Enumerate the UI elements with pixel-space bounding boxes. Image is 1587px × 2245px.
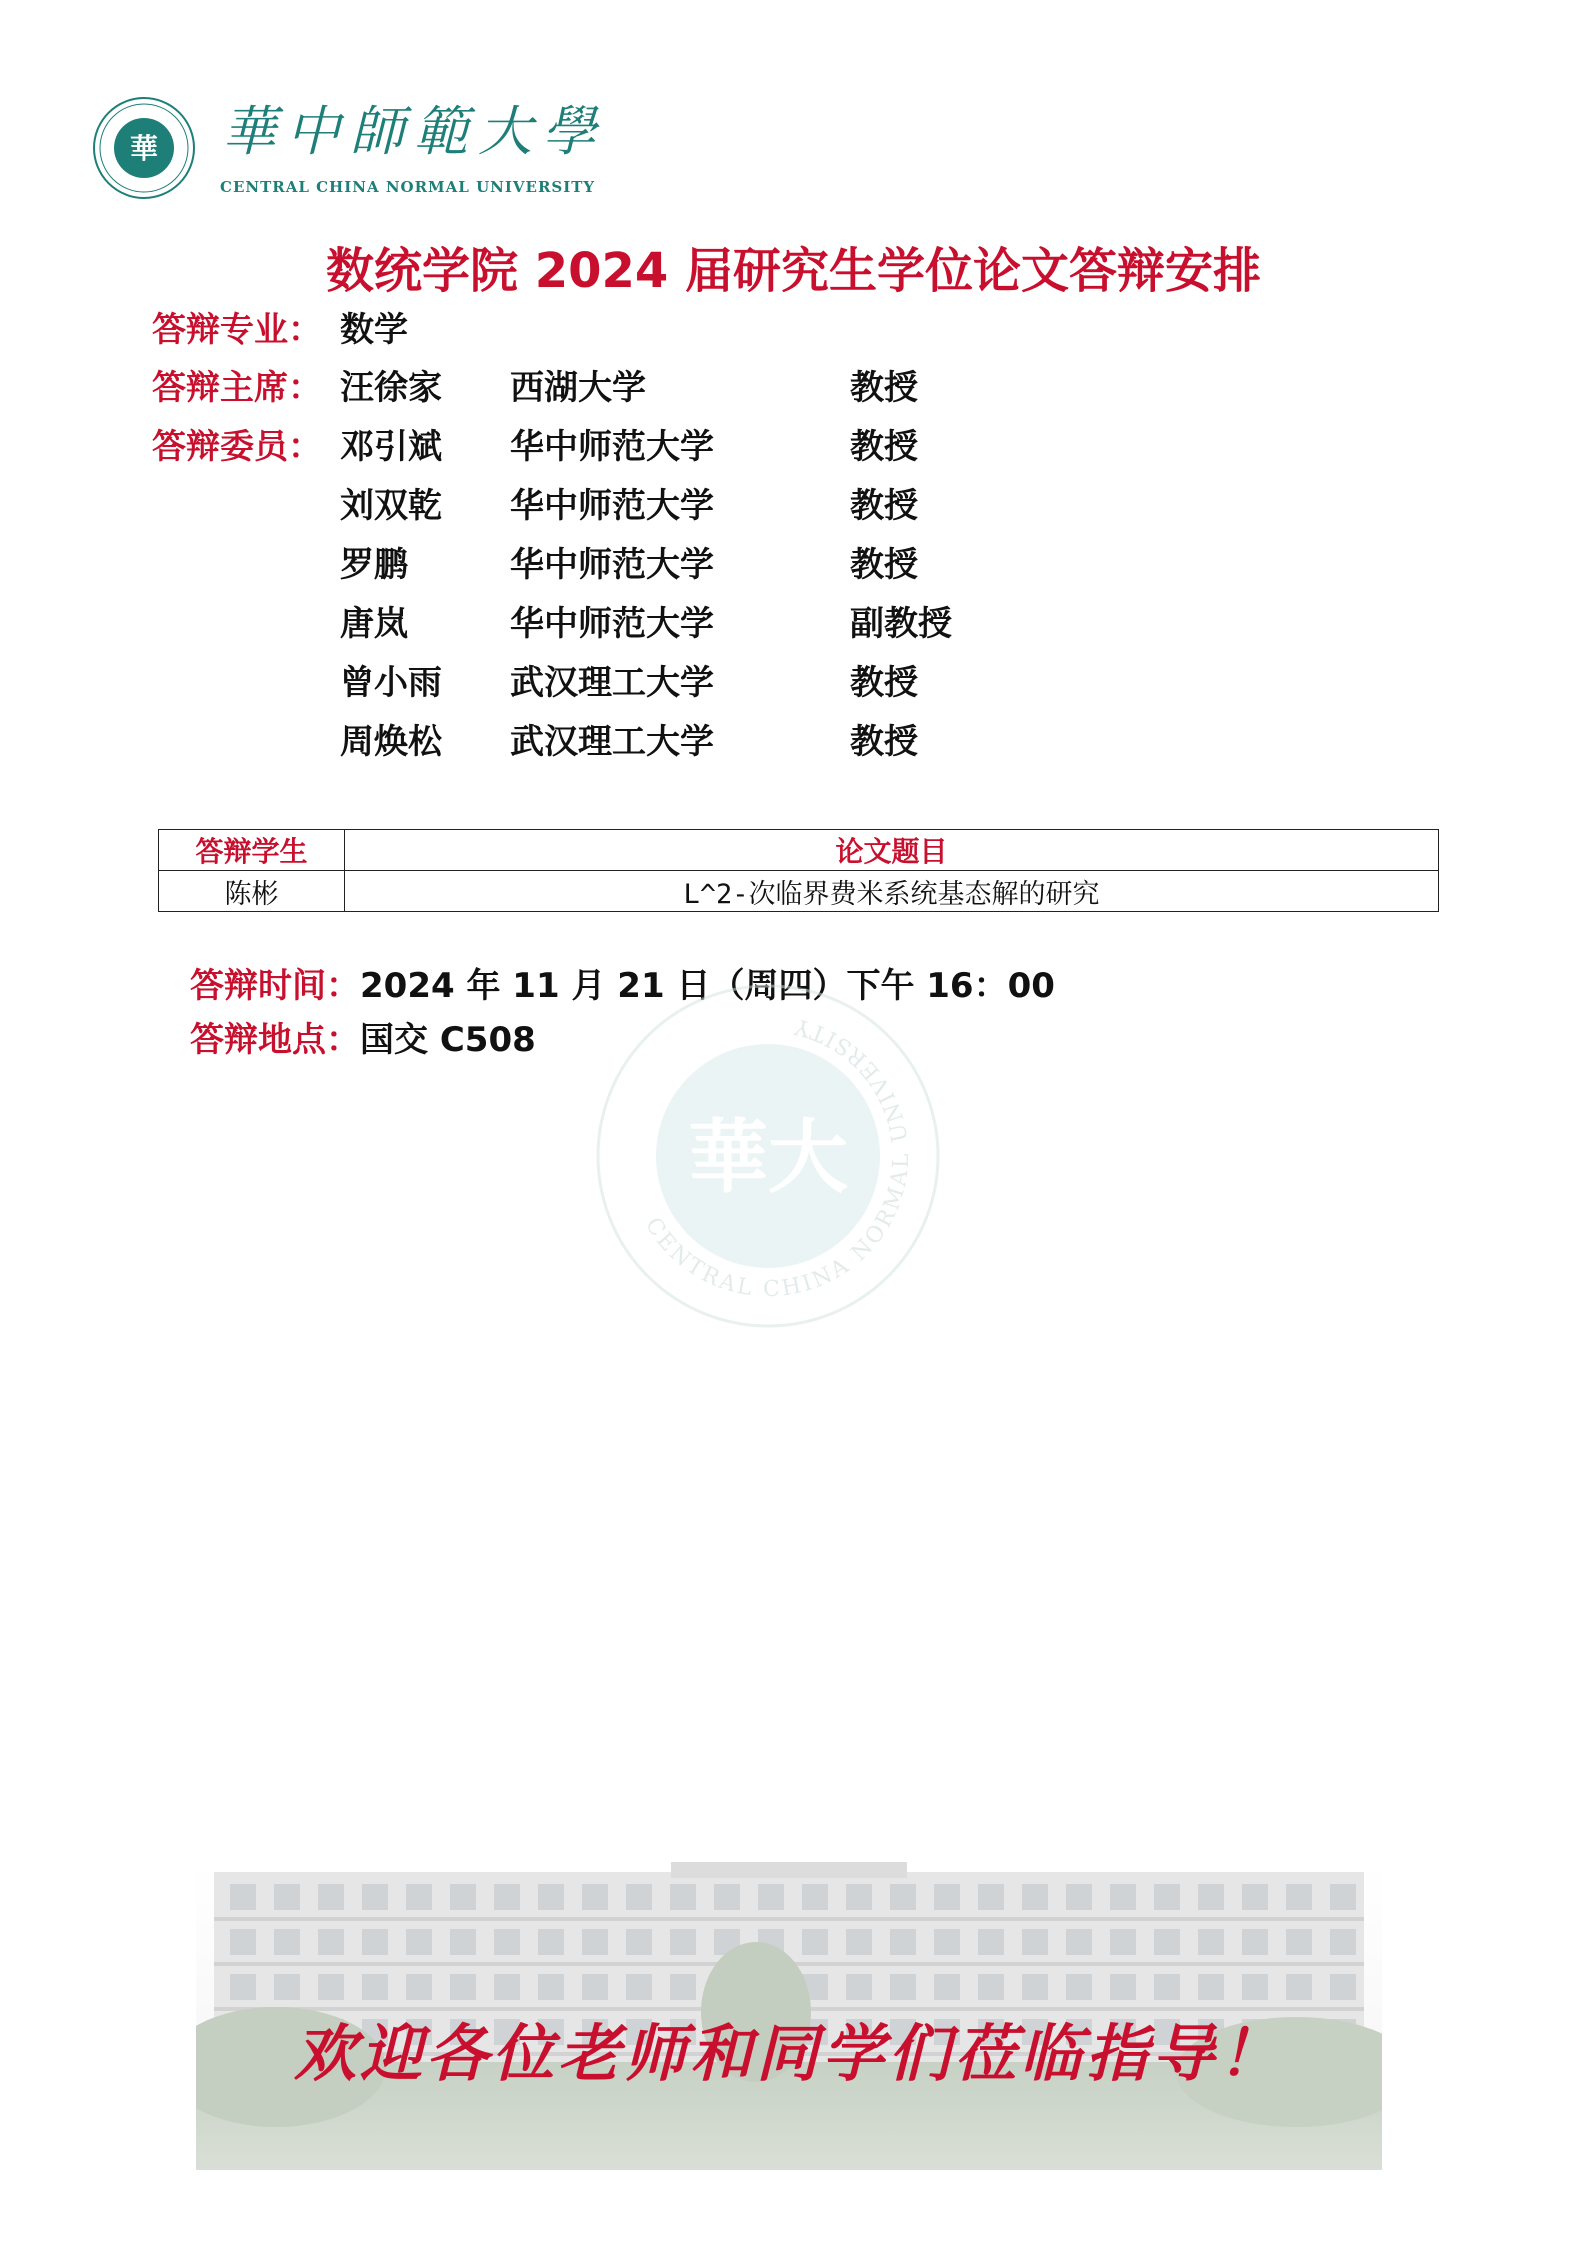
svg-text:華: 華 xyxy=(129,132,159,165)
building-window xyxy=(758,1884,784,1910)
university-seal-logo xyxy=(92,96,196,200)
building-window xyxy=(1066,1974,1092,2000)
table-row xyxy=(159,871,1439,912)
page-title: 数统学院 2024 届研究生学位论文答辩安排 xyxy=(325,243,1262,299)
building-window xyxy=(890,1974,916,2000)
member-title: 教授 xyxy=(850,663,918,703)
chair-label: 答辩主席： xyxy=(152,368,322,408)
building-window xyxy=(1242,1884,1268,1910)
building-window xyxy=(1330,1884,1356,1910)
building-window xyxy=(362,1929,388,1955)
watermark-glyph: 華大 xyxy=(688,1111,848,1204)
time-value: 2024 年 11 月 21 日（周四）下午 16：00 xyxy=(360,966,1055,1006)
building-window xyxy=(362,1974,388,2000)
member-name: 刘双乾 xyxy=(340,486,442,526)
header-student: 答辩学生 xyxy=(159,830,345,871)
building-window xyxy=(978,1929,1004,1955)
building-window xyxy=(230,1884,256,1910)
member-title: 副教授 xyxy=(850,604,952,644)
building-window xyxy=(890,1929,916,1955)
member-title: 教授 xyxy=(850,722,918,762)
building-window xyxy=(230,1929,256,1955)
building-window xyxy=(626,1929,652,1955)
building-window xyxy=(1330,1929,1356,1955)
building-window xyxy=(846,1929,872,1955)
place-row xyxy=(190,1016,536,1064)
building-window xyxy=(1154,1929,1180,1955)
building-window xyxy=(1286,1974,1312,2000)
member-title: 教授 xyxy=(850,427,918,467)
building-window xyxy=(450,1929,476,1955)
building-window xyxy=(1022,1974,1048,2000)
building-window xyxy=(274,1929,300,1955)
building-window xyxy=(978,1884,1004,1910)
building-window xyxy=(538,1974,564,2000)
building-window xyxy=(582,1974,608,2000)
building-window xyxy=(978,1974,1004,2000)
building-window xyxy=(1330,1974,1356,2000)
member-name: 邓引斌 xyxy=(340,427,442,467)
table-header-row xyxy=(159,830,1439,871)
building-window xyxy=(582,1929,608,1955)
building-window xyxy=(890,1884,916,1910)
member-name: 曾小雨 xyxy=(340,663,442,703)
building-window xyxy=(274,1974,300,2000)
member-org: 武汉理工大学 xyxy=(510,722,714,762)
building-window xyxy=(406,1974,432,2000)
building-window xyxy=(450,1884,476,1910)
building-window xyxy=(318,1929,344,1955)
watermark-seal xyxy=(592,980,944,1332)
member-title: 教授 xyxy=(850,486,918,526)
university-name-en: CENTRAL CHINA NORMAL UNIVERSITY xyxy=(220,178,596,196)
building-window xyxy=(318,1884,344,1910)
building-window xyxy=(538,1884,564,1910)
building-window xyxy=(582,1884,608,1910)
committee-label: 答辩委员： xyxy=(152,427,322,467)
chair-title: 教授 xyxy=(850,368,918,408)
member-org: 华中师范大学 xyxy=(510,545,714,585)
building-window xyxy=(1066,1884,1092,1910)
building-window xyxy=(626,1884,652,1910)
building-window xyxy=(538,1929,564,1955)
building-window xyxy=(230,1974,256,2000)
building-window xyxy=(406,1929,432,1955)
place-value: 国交 C508 xyxy=(360,1020,536,1060)
building-window xyxy=(362,1884,388,1910)
building-window xyxy=(406,1884,432,1910)
university-name-cn: 華中師範大學 xyxy=(222,100,606,163)
building-window xyxy=(1110,1929,1136,1955)
building-window xyxy=(626,1974,652,2000)
building-window xyxy=(494,1974,520,2000)
chair-name: 汪徐家 xyxy=(340,368,442,408)
major-label: 答辩专业： xyxy=(152,310,322,350)
building-window xyxy=(1154,1884,1180,1910)
building-window xyxy=(670,1884,696,1910)
member-org: 武汉理工大学 xyxy=(510,663,714,703)
building-window xyxy=(1022,1929,1048,1955)
building-window xyxy=(934,1884,960,1910)
building-window xyxy=(1110,1974,1136,2000)
building-window xyxy=(274,1884,300,1910)
building-window xyxy=(1066,1929,1092,1955)
welcome-banner-text: 欢迎各位老师和同学们莅临指导！ xyxy=(293,2017,1284,2090)
building-window xyxy=(1242,1929,1268,1955)
member-name: 周焕松 xyxy=(340,722,442,762)
building-window xyxy=(1242,1974,1268,2000)
building-window xyxy=(670,1929,696,1955)
building-window xyxy=(1154,1974,1180,2000)
building-window xyxy=(1110,1884,1136,1910)
member-name: 罗鹏 xyxy=(340,545,408,585)
header-thesis-title: 论文题目 xyxy=(345,830,1439,871)
building-window xyxy=(1286,1884,1312,1910)
building-window xyxy=(494,1884,520,1910)
building-window xyxy=(1198,1884,1224,1910)
building-window xyxy=(1198,1929,1224,1955)
member-title: 教授 xyxy=(850,545,918,585)
member-org: 华中师范大学 xyxy=(510,427,714,467)
time-label: 答辩时间： xyxy=(190,966,360,1006)
student-name: 陈彬 xyxy=(159,871,345,912)
member-name: 唐岚 xyxy=(340,604,408,644)
building-window xyxy=(318,1974,344,2000)
building-window xyxy=(934,1929,960,1955)
chair-org: 西湖大学 xyxy=(510,368,646,408)
place-label: 答辩地点： xyxy=(190,1020,360,1060)
watermark-ring-text: CENTRAL CHINA NORMAL UNIVERSITY xyxy=(639,1012,915,1303)
building-window xyxy=(1022,1884,1048,1910)
building-window xyxy=(1198,1974,1224,2000)
building-window xyxy=(714,1884,740,1910)
major-value: 数学 xyxy=(340,310,408,350)
member-org: 华中师范大学 xyxy=(510,604,714,644)
thesis-title: L^2-次临界费米系统基态解的研究 xyxy=(345,871,1439,912)
building-window xyxy=(494,1929,520,1955)
building-window xyxy=(670,1974,696,2000)
thesis-table xyxy=(158,829,1439,912)
building-window xyxy=(802,1929,828,1955)
building-window xyxy=(1286,1929,1312,1955)
building-window xyxy=(934,1974,960,2000)
building-window xyxy=(846,1884,872,1910)
member-org: 华中师范大学 xyxy=(510,486,714,526)
building-window xyxy=(846,1974,872,2000)
building-window xyxy=(450,1974,476,2000)
building-window xyxy=(802,1884,828,1910)
